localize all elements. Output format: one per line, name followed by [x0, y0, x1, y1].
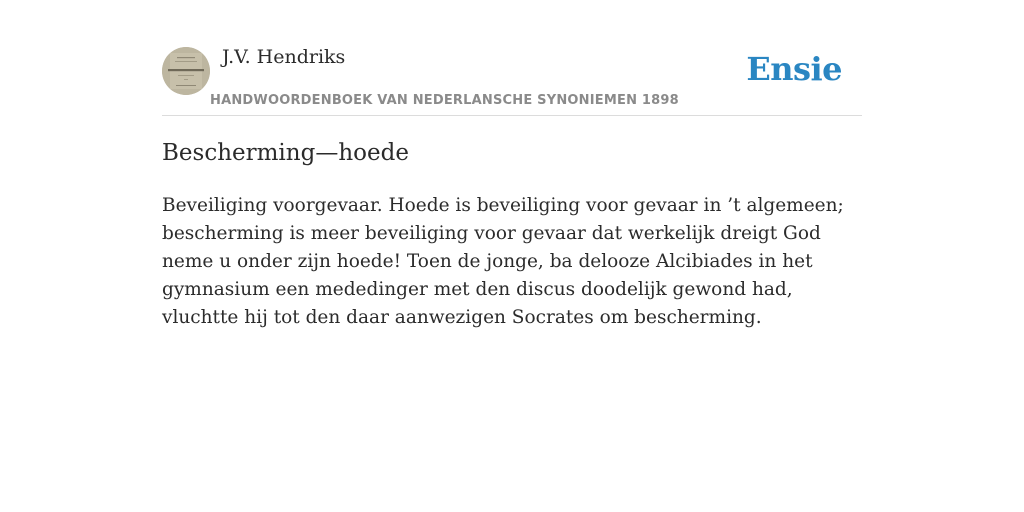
- header-divider: [162, 115, 862, 116]
- entry-card: [162, 0, 862, 512]
- author-avatar[interactable]: [162, 47, 210, 95]
- entry-title: Bescherming—hoede: [162, 140, 409, 166]
- author-name[interactable]: J.V. Hendriks: [222, 46, 346, 68]
- entry-body: Beveiliging voorgevaar. Hoede is beveiliging voor gevaar in ’t algemeen; bescherming is meer beveiliging voor gevaar dat werkelijk dreigt God neme u onder zijn hoede! Toen de jonge, ba delooze Alcibiades in het gymnasium een mededinger met den discus doodelijk gewond had, vluchtte hij tot den daar aanwezigen Socrates om bescherming.: [162, 195, 844, 328]
- book-cover-image: [162, 47, 210, 95]
- source-title[interactable]: HANDWOORDENBOEK VAN NEDERLANSCHE SYNONIEMEN 1898: [210, 93, 679, 108]
- brand-logo[interactable]: Ensie: [746, 50, 842, 88]
